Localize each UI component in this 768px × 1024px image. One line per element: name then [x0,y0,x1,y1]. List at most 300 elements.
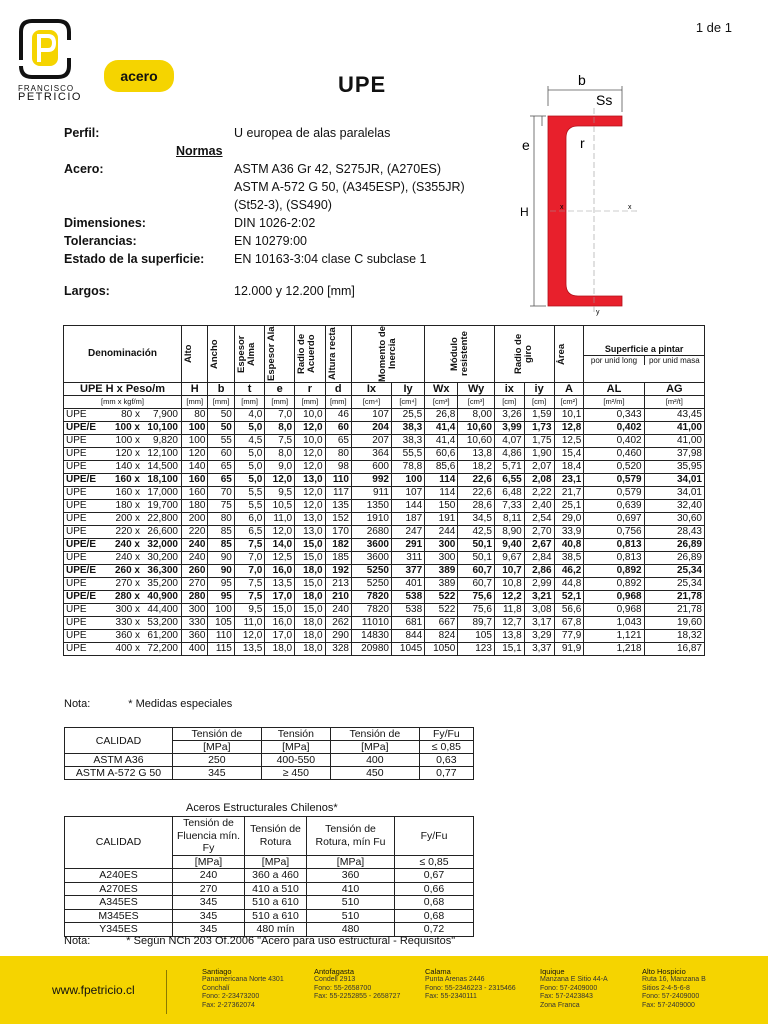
row-type: UPE/E [66,591,97,602]
table-row [64,500,705,513]
cell-iy: 1045 [391,643,424,656]
qual-cell-1: 250 [173,754,262,767]
cell-iy: 78,8 [391,461,424,474]
cell-al: 0,520 [584,461,644,474]
cell-ix: 364 [351,448,391,461]
cell-b: 65 [208,461,234,474]
office-block [425,968,516,1002]
cell-ag: 32,40 [644,500,704,513]
qual-unit-4: ≤ 0,85 [419,741,473,754]
cell-r: 15,0 [295,539,325,552]
cell-iy: 3,17 [524,617,554,630]
cell-wx: 114 [425,474,458,487]
cell-t: 9,5 [234,604,264,617]
cell-wx: 824 [425,630,458,643]
cell-d: 328 [325,643,351,656]
cell-h: 180 [182,500,208,513]
cell-wy: 50,1 [458,552,495,565]
cell-r: 18,0 [295,591,325,604]
cell-d: 152 [325,513,351,526]
cell-ix: 2680 [351,526,391,539]
office-line: Fono: 2-23473200 [202,993,260,1001]
table-row [65,869,474,883]
row-height: 240 x [114,539,140,550]
cell-d: 46 [325,409,351,422]
table-row [64,513,705,526]
row-weight: 32,000 [147,539,178,550]
cell-iy: 107 [391,487,424,500]
cell-al: 1,043 [584,617,644,630]
acero-line-3: (St52-3), (SS490) [234,198,332,212]
table-row [64,539,705,552]
cell-b: 70 [208,487,234,500]
cell-ag: 21,78 [644,604,704,617]
cell-r: 15,0 [295,604,325,617]
chile-cell-2: 510 a 610 [245,896,307,910]
row-type: UPE [66,435,87,446]
cell-e: 15,0 [265,604,295,617]
table-row [65,882,474,896]
chile-cell-3: 510 [307,896,395,910]
cell-a: 52,1 [554,591,584,604]
qual-cell-2: ≥ 450 [261,767,330,780]
cell-r: 12,0 [295,448,325,461]
row-weight: 17,000 [147,487,178,498]
largos-label: Largos: [64,284,110,298]
unit-0: [mm] [182,396,208,409]
cell-iy: 2,70 [524,526,554,539]
cell-ix: 1910 [351,513,391,526]
cell-al: 0,402 [584,422,644,435]
cell-ix: 8,90 [494,526,524,539]
row-denominacion [64,552,182,565]
cell-a: 15,4 [554,448,584,461]
row-type: UPE [66,617,87,628]
qual-col-t1: Tensión de [173,728,262,741]
row-weight: 18,100 [147,474,178,485]
cell-iy: 55,5 [391,448,424,461]
tolerancias-value: EN 10279:00 [234,234,307,248]
row-height: 280 x [114,591,140,602]
table-row [64,422,705,435]
cell-r: 12,0 [295,461,325,474]
cell-iy: 1,73 [524,422,554,435]
symbol-wx: Wx [425,383,458,396]
cell-al: 0,968 [584,591,644,604]
cell-d: 185 [325,552,351,565]
row-denominacion [64,500,182,513]
cell-al: 0,892 [584,578,644,591]
office-line: Condell 2913 [314,976,356,984]
row-weight: 53,200 [147,617,178,628]
cell-h: 120 [182,448,208,461]
cell-wy: 8,00 [458,409,495,422]
chile-unit-1: [MPa] [173,855,245,869]
cell-a: 77,9 [554,630,584,643]
office-line: Sitios 2-4-5-6-8 [642,984,690,992]
row-type: UPE [66,513,87,524]
chile-cell-1: 240 [173,869,245,883]
acero-line-1: ASTM A36 Gr 42, S275JR, (A270ES) [234,162,442,176]
row-type: UPE [66,578,87,589]
row-denominacion [64,409,182,422]
chile-cell-4: 0,67 [395,869,474,883]
cell-ix: 11010 [351,617,391,630]
col-momento-inercia: Momento de Inercia [377,326,399,382]
page-number: 1 de 1 [695,20,732,35]
row-type: UPE/E [66,474,97,485]
cell-t: 7,5 [234,539,264,552]
unit-row [64,396,705,409]
office-city: Alto Hospicio [642,967,686,976]
cell-b: 115 [208,643,234,656]
cell-wx: 1050 [425,643,458,656]
office-city: Iquique [540,967,565,976]
row-weight: 36,300 [147,565,178,576]
cell-ag: 19,60 [644,617,704,630]
row-height: 330 x [115,617,140,628]
row-denominacion [64,422,182,435]
cell-d: 80 [325,448,351,461]
table-row [64,435,705,448]
cell-al: 1,121 [584,630,644,643]
cell-ix: 10,7 [494,565,524,578]
cell-iy: 247 [391,526,424,539]
row-denominacion [64,539,182,552]
cell-wy: 13,8 [458,448,495,461]
chile-col-t2: Tensión de Rotura [245,817,307,856]
chile-col-t1: Tensión de Fluencia mín. Fy [173,817,245,856]
office-city: Santiago [202,967,232,976]
cell-a: 10,1 [554,409,584,422]
unit-6: [cm⁴] [351,396,391,409]
row-weight: 22,800 [147,513,178,524]
cell-iy: 2,99 [524,578,554,591]
chile-cell-1: 345 [173,896,245,910]
row-denominacion [64,604,182,617]
row-weight: 35,200 [147,578,178,589]
qual-cell-4: 0,63 [419,754,473,767]
chile-cell-1: 345 [173,923,245,937]
cell-e: 8,0 [265,448,295,461]
cell-a: 12,5 [554,435,584,448]
cell-h: 80 [182,409,208,422]
office-line: Panamericana Norte 4301 [202,976,284,984]
cell-ix: 10,8 [494,578,524,591]
qual-cell-1: 345 [173,767,262,780]
footer [0,956,768,1024]
logo-line1: FRANCISCO [18,84,75,93]
cell-b: 95 [208,591,234,604]
chile-cell-2: 480 mín [245,923,307,937]
row-denominacion [64,591,182,604]
spec-block [64,124,534,300]
office-block [202,968,284,1010]
cell-wy: 75,6 [458,591,495,604]
cell-e: 14,0 [265,539,295,552]
cell-d: 117 [325,487,351,500]
cell-b: 90 [208,565,234,578]
qual-cell-0: ASTM A36 [65,754,173,767]
row-weight: 19,700 [147,500,178,511]
note1-text: * Medidas especiales [128,698,233,710]
dim-e-label: e [522,137,530,153]
table-row [64,461,705,474]
qual-unit-2: [MPa] [261,741,330,754]
cell-ix: 12,7 [494,617,524,630]
normas-heading: Normas [176,144,223,158]
office-line: Fono: 57-2409000 [540,984,598,992]
acero-line-2: ASTM A-572 G 50, (A345ESP), (S355JR) [234,180,465,194]
cell-ix: 7,33 [494,500,524,513]
cell-r: 13,0 [295,513,325,526]
unit-9: [cm³] [458,396,495,409]
row-type: UPE [66,643,87,654]
col-alto: Alto [183,344,194,364]
cell-d: 60 [325,422,351,435]
cell-e: 12,0 [265,526,295,539]
row-type: UPE/E [66,422,97,433]
chile-cell-1: 345 [173,909,245,923]
cell-t: 5,0 [234,448,264,461]
chile-cell-0: A345ES [65,896,173,910]
cell-iy: 100 [391,474,424,487]
office-block [540,968,608,1010]
cell-ag: 26,89 [644,539,704,552]
upe-dimensions-table [63,325,705,656]
cell-iy: 2,67 [524,539,554,552]
cell-ix: 107 [351,409,391,422]
cell-iy: 2,08 [524,474,554,487]
unit-11: [cm] [524,396,554,409]
cell-t: 7,0 [234,552,264,565]
cell-ag: 18,32 [644,630,704,643]
cell-ix: 992 [351,474,391,487]
table-row [64,526,705,539]
cell-al: 0,460 [584,448,644,461]
cell-iy: 38,3 [391,422,424,435]
largos-value: 12.000 y 12.200 [mm] [234,284,355,298]
dim-r-label: r [580,135,585,151]
row-type: UPE [66,552,87,563]
cell-t: 5,0 [234,461,264,474]
table-row [64,578,705,591]
cell-h: 300 [182,604,208,617]
cell-b: 105 [208,617,234,630]
chile-unit-2: [MPa] [245,855,307,869]
symbol-iy: Iy [391,383,424,396]
cell-a: 18,4 [554,461,584,474]
cell-al: 0,697 [584,513,644,526]
company-logo [18,18,168,108]
col-radio-acuerdo: Radio de Acuerdo [296,333,318,375]
col-ancho: Ancho [209,339,221,369]
col-altura-recta: Altura recta [326,327,338,381]
cell-wx: 244 [425,526,458,539]
row-height: 240 x [115,552,140,563]
row-height: 140 x [115,461,140,472]
unit-7: [cm⁴] [391,396,424,409]
symbol-b: b [208,383,234,396]
cell-ix: 7820 [351,591,391,604]
symbol-r: r [295,383,325,396]
unit-2: [mm] [234,396,264,409]
cell-ix: 12,2 [494,591,524,604]
chile-cell-3: 410 [307,882,395,896]
table-row [64,643,705,656]
dimensiones-value: DIN 1026-2:02 [234,216,316,230]
row-denominacion [64,474,182,487]
cell-wx: 389 [425,578,458,591]
cell-ix: 14830 [351,630,391,643]
cell-ix: 8,11 [494,513,524,526]
cell-a: 12,8 [554,422,584,435]
cell-ix: 5250 [351,565,391,578]
cell-r: 18,0 [295,565,325,578]
unit-12: [cm²] [554,396,584,409]
col-espesor-alma: Espesor Alma [235,335,257,373]
cell-e: 7,5 [265,435,295,448]
cell-iy: 538 [391,604,424,617]
cell-iy: 3,21 [524,591,554,604]
footer-divider [166,970,167,1014]
cell-h: 240 [182,552,208,565]
cell-t: 7,0 [234,565,264,578]
row-height: 360 x [115,630,140,641]
office-line: Fax: 57-2423843 [540,993,593,1001]
acero-label: Acero: [64,162,104,176]
cell-d: 213 [325,578,351,591]
note-medidas [64,698,232,710]
cell-b: 85 [208,539,234,552]
cell-ix: 204 [351,422,391,435]
cell-a: 25,1 [554,500,584,513]
row-type: UPE [66,630,87,641]
row-height: 160 x [114,474,140,485]
row-weight: 30,200 [147,552,178,563]
symbol-ix: ix [494,383,524,396]
cell-ag: 30,60 [644,513,704,526]
cell-a: 29,0 [554,513,584,526]
office-block [642,968,706,1010]
logo-mark-icon [18,18,72,80]
row-denominacion [64,617,182,630]
cell-iy: 401 [391,578,424,591]
cell-ix: 11,8 [494,604,524,617]
cell-r: 18,0 [295,643,325,656]
cell-al: 0,402 [584,435,644,448]
cell-h: 220 [182,526,208,539]
cell-iy: 844 [391,630,424,643]
cell-ag: 26,89 [644,552,704,565]
cell-t: 5,0 [234,422,264,435]
symbol-d: d [325,383,351,396]
cell-d: 135 [325,500,351,513]
cell-al: 0,813 [584,539,644,552]
cell-wx: 300 [425,552,458,565]
cell-d: 210 [325,591,351,604]
cell-e: 8,0 [265,422,295,435]
dimensiones-label: Dimensiones: [64,216,146,230]
row-weight: 12,100 [147,448,178,459]
cell-iy: 291 [391,539,424,552]
cell-wy: 10,60 [458,435,495,448]
cell-ix: 15,1 [494,643,524,656]
cell-b: 50 [208,409,234,422]
cell-ag: 37,98 [644,448,704,461]
row-type: UPE [66,604,87,615]
qual-col-t2: Tensión [261,728,330,741]
table-row [64,630,705,643]
symbol-ix: Ix [351,383,391,396]
row-type: UPE/E [66,539,97,550]
qual-col-t4: Fy/Fu [419,728,473,741]
cell-d: 262 [325,617,351,630]
office-line: Fax: 57-2409000 [642,1001,695,1009]
unit-13: [m²/m] [584,396,644,409]
cell-h: 140 [182,461,208,474]
cell-a: 56,6 [554,604,584,617]
cell-r: 10,0 [295,435,325,448]
row-weight: 40,900 [147,591,178,602]
row-height: 200 x [115,513,140,524]
row-denominacion [64,526,182,539]
row-type: UPE [66,409,87,420]
cell-ag: 25,34 [644,578,704,591]
office-line: Manzana E Sitio 44-A [540,976,608,984]
row-weight: 26,600 [147,526,178,537]
cell-a: 46,2 [554,565,584,578]
row-weight: 61,200 [147,630,178,641]
cell-d: 98 [325,461,351,474]
table-row [64,448,705,461]
cell-wx: 41,4 [425,422,458,435]
cell-b: 75 [208,500,234,513]
cell-wx: 41,4 [425,435,458,448]
cell-ag: 25,34 [644,565,704,578]
cell-iy: 2,86 [524,565,554,578]
cell-r: 15,0 [295,552,325,565]
symbol-al: AL [584,383,644,396]
cell-ix: 5,71 [494,461,524,474]
table-row [64,617,705,630]
cell-al: 0,813 [584,552,644,565]
cell-wy: 22,6 [458,474,495,487]
cell-t: 6,0 [234,513,264,526]
website-link[interactable]: www.fpetricio.cl [52,983,135,997]
row-denominacion [64,461,182,474]
cell-ag: 41,00 [644,435,704,448]
dim-h-label: H [520,205,529,219]
cell-t: 12,0 [234,630,264,643]
chile-cell-4: 0,66 [395,882,474,896]
unit-14: [m²/t] [644,396,704,409]
cell-b: 110 [208,630,234,643]
cell-wx: 191 [425,513,458,526]
symbol-row [64,383,705,396]
cell-wx: 26,8 [425,409,458,422]
cell-ag: 35,95 [644,461,704,474]
office-line: Fax: 55-2340111 [425,993,477,1001]
row-height: 100 x [115,435,140,446]
cell-wx: 522 [425,591,458,604]
office-line: Fono: 55-2658700 [314,984,372,992]
cell-h: 270 [182,578,208,591]
chile-cell-4: 0,72 [395,923,474,937]
cell-a: 23,1 [554,474,584,487]
cell-ag: 34,01 [644,487,704,500]
cell-wx: 150 [425,500,458,513]
